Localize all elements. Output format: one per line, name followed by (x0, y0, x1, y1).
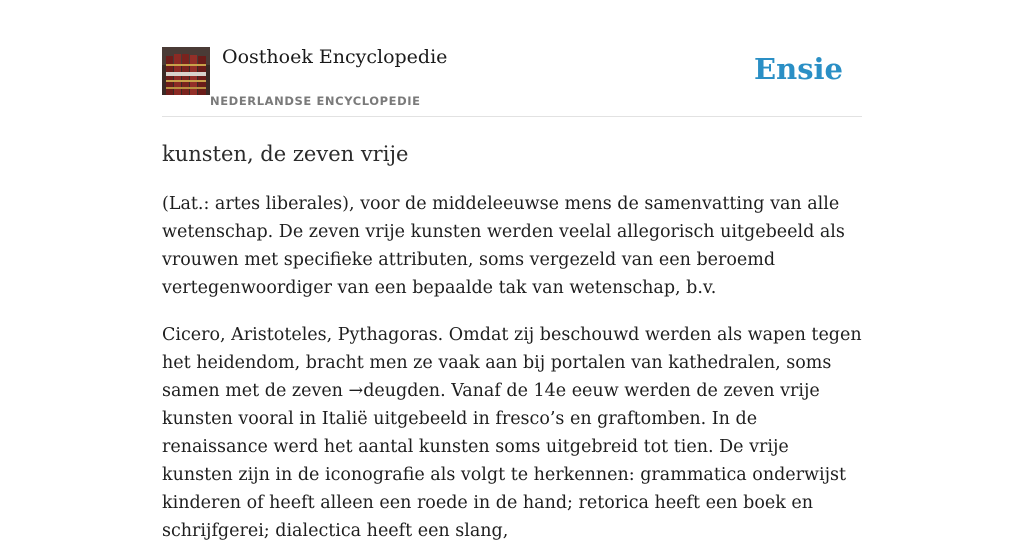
article-paragraph-1: (Lat.: artes liberales), voor de middeleeuwse mens de samenvatting van alle wetenschap. De zeven vrije kunsten werden veelal allegorisch uitgebeeld als vrouwen met specifieke attributen, soms vergezeld van een beroemd vertegenwoordiger van een bepaalde tak van wetenschap, b.v. (162, 194, 845, 298)
book-spines-icon (162, 47, 210, 95)
brand-logo[interactable]: Ensie (754, 52, 843, 86)
site-name-link[interactable]: Oosthoek Encyclopedie (222, 46, 448, 68)
article (162, 138, 862, 545)
site-subtitle: NEDERLANDSE ENCYCLOPEDIE (210, 94, 421, 108)
avatar[interactable] (162, 47, 210, 95)
paragraph-2-text-a: Cicero, Aristoteles, Pythagoras. Omdat zij beschouwd werden als wapen tegen het heidendom, bracht men ze vaak aan bij portalen van kathedralen, soms samen met de zeven (162, 325, 862, 401)
paragraph-2-text-b: . Vanaf de 14e eeuw werden de zeven vrije kunsten vooral in Italië uitgebeeld in fresco’s en graftomben. In de renaissance werd het aantal kunsten soms uitgebreid tot tien. De vrije kunsten zijn in de iconografie als volgt te herkennen: grammatica onderwijst kinderen of heeft alleen een roede in de hand; retorica heeft een boek en schrijfgerei; dialectica heeft een slang, (162, 381, 847, 541)
page-title: kunsten, de zeven vrije (162, 142, 409, 166)
article-paragraph-2 (162, 321, 862, 545)
site-header (162, 46, 862, 117)
reference-link-deugden[interactable]: →deugden (348, 381, 441, 401)
